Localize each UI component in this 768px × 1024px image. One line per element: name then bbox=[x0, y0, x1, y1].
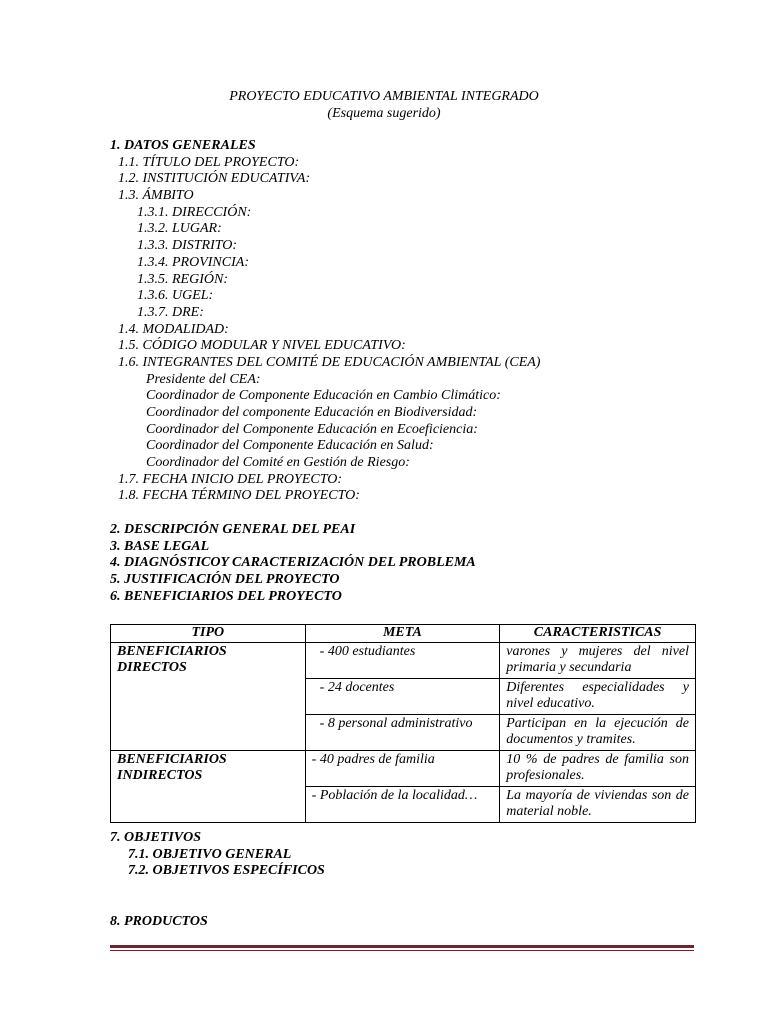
objective-general: 7.1. OBJETIVO GENERAL bbox=[128, 846, 292, 862]
outline-subitem: 1.3.4. PROVINCIA: bbox=[137, 254, 249, 270]
column-header-meta: META bbox=[305, 625, 500, 643]
meta-cell: - 40 padres de familia bbox=[305, 750, 500, 786]
outline-subitem: 1.3.5. REGIÓN: bbox=[137, 271, 228, 287]
caracteristicas-cell: Diferentes especialidades y nivel educativo. bbox=[500, 678, 696, 714]
cea-member: Coordinador del componente Educación en Biodiversidad: bbox=[146, 405, 478, 420]
outline-subitem: 1.3.3. DISTRITO: bbox=[137, 238, 238, 254]
outline-subitem: 1.3.2. LUGAR: bbox=[137, 221, 222, 237]
column-header-caracteristicas: CARACTERISTICAS bbox=[500, 625, 696, 643]
footer-rule-thick bbox=[110, 945, 694, 948]
section-heading-objetivos: 7. OBJETIVOS bbox=[110, 830, 202, 845]
outline-subitem: 1.3.6. UGEL: bbox=[137, 288, 214, 304]
document-title-block bbox=[0, 88, 768, 122]
section-heading: 6. BENEFICIARIOS DEL PROYECTO bbox=[110, 588, 342, 604]
outline-item: 1.3. ÁMBITO bbox=[118, 188, 194, 204]
caracteristicas-cell: La mayoría de viviendas son de material noble. bbox=[500, 786, 696, 822]
outline-item: 1.6. INTEGRANTES DEL COMITÉ DE EDUCACIÓN AMBIENTAL (CEA) bbox=[118, 354, 541, 370]
section-heading: 4. DIAGNÓSTICOY CARACTERIZACIÓN DEL PROBLEMA bbox=[110, 555, 476, 571]
cea-member: Coordinador del Comité en Gestión de Riesgo: bbox=[146, 455, 410, 471]
section-heading: 2. DESCRIPCIÓN GENERAL DEL PEAI bbox=[110, 521, 356, 537]
document-title: PROYECTO EDUCATIVO AMBIENTAL INTEGRADO bbox=[229, 89, 539, 104]
outline-item: 1.8. FECHA TÉRMINO DEL PROYECTO: bbox=[118, 488, 360, 504]
beneficiaries-table bbox=[110, 624, 696, 823]
caracteristicas-cell: varones y mujeres del nivel primaria y secundaria bbox=[500, 642, 696, 678]
section-heading: 5. JUSTIFICACIÓN DEL PROYECTO bbox=[110, 571, 340, 587]
document-subtitle: (Esquema sugerido) bbox=[327, 106, 441, 121]
section-heading-productos: 8. PRODUCTOS bbox=[110, 914, 208, 929]
outline-item: 1.4. MODALIDAD: bbox=[118, 321, 229, 337]
outline bbox=[110, 138, 540, 605]
tipo-indirectos: BENEFICIARIOS INDIRECTOS bbox=[111, 750, 306, 822]
meta-cell: - Población de la localidad… bbox=[305, 786, 500, 822]
objectives-specific: 7.2. OBJETIVOS ESPECÍFICOS bbox=[128, 863, 325, 879]
outline-item: 1.7. FECHA INICIO DEL PROYECTO: bbox=[118, 471, 343, 487]
footer-rule-thin bbox=[110, 950, 694, 951]
cea-member: Coordinador de Componente Educación en Cambio Climático: bbox=[146, 388, 501, 404]
outline-item: 1.1. TÍTULO DEL PROYECTO: bbox=[118, 154, 300, 170]
table-row bbox=[111, 642, 696, 678]
table-header-row bbox=[111, 625, 696, 643]
caracteristicas-cell: 10 % de padres de familia son profesionales. bbox=[500, 750, 696, 786]
outline-subitem: 1.3.7. DRE: bbox=[137, 304, 204, 320]
outline-item: 1.5. CÓDIGO MODULAR Y NIVEL EDUCATIVO: bbox=[118, 338, 406, 354]
cea-member: Coordinador del Componente Educación en Ecoeficiencia: bbox=[146, 421, 478, 437]
meta-cell: - 24 docentes bbox=[305, 678, 500, 714]
section-heading-datos-generales: 1. DATOS GENERALES bbox=[110, 138, 256, 153]
meta-cell: - 400 estudiantes bbox=[305, 642, 500, 678]
section-heading: 3. BASE LEGAL bbox=[110, 538, 210, 554]
caracteristicas-cell: Participan en la ejecución de documentos y tramites. bbox=[500, 714, 696, 750]
objectives-section bbox=[110, 830, 325, 880]
outline-item: 1.2. INSTITUCIÓN EDUCATIVA: bbox=[118, 171, 311, 187]
cea-member: Presidente del CEA: bbox=[146, 371, 261, 387]
tipo-directos: BENEFICIARIOS DIRECTOS bbox=[111, 642, 306, 750]
cea-member: Coordinador del Componente Educación en Salud: bbox=[146, 438, 434, 454]
table-row bbox=[111, 750, 696, 786]
meta-cell: - 8 personal administrativo bbox=[305, 714, 500, 750]
outline-subitem: 1.3.1. DIRECCIÓN: bbox=[137, 204, 252, 220]
column-header-tipo: TIPO bbox=[111, 625, 306, 643]
